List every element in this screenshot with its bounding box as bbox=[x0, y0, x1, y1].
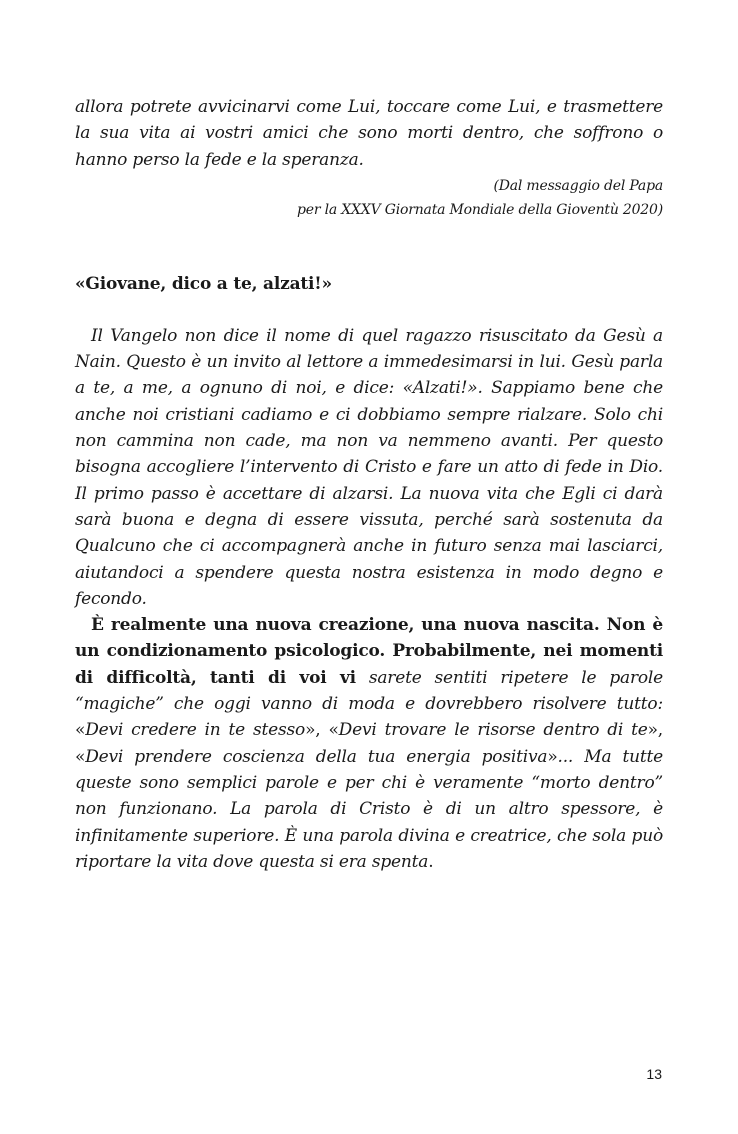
quote-source-line-2: per la XXXV Giornata Mondiale della Gioventù 2020) bbox=[297, 201, 663, 218]
paragraph-2-italic-3: Devi trovare le risorse dentro di te bbox=[338, 720, 648, 741]
paragraph-2-italic-4: Devi prendere coscienza della tua energia positiva bbox=[85, 746, 548, 767]
paragraph-1-part-1: Il Vangelo non dice il nome di quel ragazzo risuscitato da Gesù a Nain. Questo è un invito al lettore a immedesimarsi in lui. Gesù parla a te, a me, a ognuno di noi, e dice: «Alzati! bbox=[75, 325, 663, 399]
paragraph-2-quote-open: « bbox=[75, 720, 86, 741]
section-body bbox=[75, 323, 663, 875]
paragraph-2-quote-close-3: » bbox=[547, 746, 558, 767]
body-paragraph-2 bbox=[75, 612, 663, 875]
quote-source-line-1: (Dal messaggio del Papa bbox=[493, 177, 663, 194]
paragraph-2-end: . bbox=[428, 851, 434, 872]
section-heading: «Giovane, dico a te, alzati!» bbox=[75, 273, 332, 294]
page-content bbox=[75, 94, 663, 875]
paragraph-2-italic-1: sarete sentiti ripetere le parole “magiche” che oggi vanno di moda e dovrebbero risolvere tutto: bbox=[75, 667, 663, 715]
paragraph-2-quote-close-1: », « bbox=[305, 720, 339, 741]
page-number: 13 bbox=[646, 1066, 662, 1082]
body-paragraph-1 bbox=[75, 323, 663, 612]
paragraph-1-part-2: ». Sappiamo bene che anche noi cristiani cadiamo e ci dobbiamo sempre rialzare. Solo chi non cammina non cade, ma non va nemmeno avanti. Per questo bisogna accogliere l’intervento di Cristo e fare un atto di fede in Dio. Il primo passo è accettare di alzarsi. La nuova vita che Egli ci darà sarà buona e degna di essere vissuta, perché sarà sostenuta da Qualcuno che ci accompagnerà anche in futuro senza mai lasciarci, aiutandoci a spendere questa nostra esistenza in modo degno e fecondo. bbox=[75, 378, 663, 609]
quote-paragraph: allora potrete avvicinarvi come Lui, toccare come Lui, e trasmettere la sua vita ai vostri amici che sono morti dentro, che soffrono o hanno perso la fede e la speranza. bbox=[75, 97, 663, 170]
paragraph-2-italic-2: Devi credere in te stesso bbox=[85, 720, 306, 741]
paragraph-2-bold: È realmente una nuova creazione, una nuova nascita. Non è un condizionamento psicologico. Probabilmente, nei momenti di difficoltà, tanti di voi vi bbox=[75, 615, 663, 688]
paragraph-2-italic-5: ... Ma tutte queste sono semplici parole e per chi è veramente “morto dentro” non funzionano. La parola di Cristo è di un altro spessore, è infinitamente superiore. È una parola divina e creatrice, che sola può riportare la vita dove questa si era spenta bbox=[75, 746, 663, 872]
paragraph-2-quote-close-2: », « bbox=[75, 720, 663, 767]
